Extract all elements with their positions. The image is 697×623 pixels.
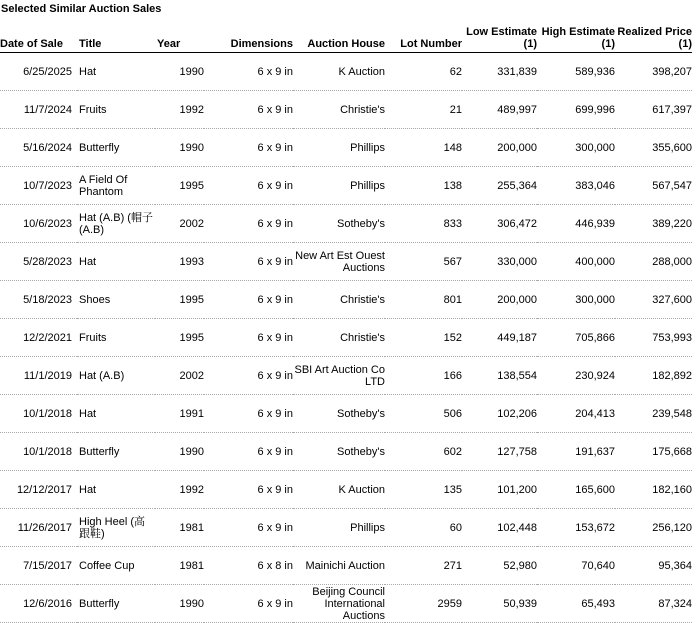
- cell-realized-price: 239,548: [615, 395, 692, 433]
- table-row: [0, 167, 692, 205]
- cell-date-of-sale: 5/16/2024: [0, 129, 77, 167]
- cell-date-of-sale: 10/6/2023: [0, 205, 77, 243]
- cell-auction-house: Mainichi Auction: [293, 547, 385, 585]
- cell-date-of-sale: 11/1/2019: [0, 357, 77, 395]
- cell-dimensions: 6 x 9 in: [204, 167, 293, 205]
- cell-lot-number: 801: [385, 281, 462, 319]
- cell-year: 1995: [155, 319, 204, 357]
- cell-year: 1990: [155, 53, 204, 91]
- cell-lot-number: 602: [385, 433, 462, 471]
- table-row: [0, 509, 692, 547]
- header-high-estimate: High Estimate (1): [537, 16, 615, 53]
- cell-low-estimate: 102,448: [462, 509, 537, 547]
- cell-title: Hat (A.B): [77, 357, 155, 395]
- cell-low-estimate: 200,000: [462, 281, 537, 319]
- header-year: Year: [155, 16, 204, 53]
- cell-title: Fruits: [77, 319, 155, 357]
- cell-auction-house: Sotheby's: [293, 395, 385, 433]
- cell-date-of-sale: 12/6/2016: [0, 585, 77, 623]
- cell-dimensions: 6 x 9 in: [204, 281, 293, 319]
- table-row: [0, 471, 692, 509]
- cell-dimensions: 6 x 9 in: [204, 53, 293, 91]
- cell-year: 1991: [155, 395, 204, 433]
- cell-dimensions: 6 x 9 in: [204, 433, 293, 471]
- cell-high-estimate: 383,046: [537, 167, 615, 205]
- cell-year: 1993: [155, 243, 204, 281]
- header-realized-price: Realized Price (1): [615, 16, 692, 53]
- cell-year: 2002: [155, 205, 204, 243]
- cell-year: 1981: [155, 547, 204, 585]
- header-row: [0, 16, 692, 53]
- cell-title: Hat: [77, 395, 155, 433]
- cell-dimensions: 6 x 9 in: [204, 395, 293, 433]
- cell-dimensions: 6 x 9 in: [204, 91, 293, 129]
- cell-auction-house: Phillips: [293, 129, 385, 167]
- cell-auction-house: SBI Art Auction Co LTD: [293, 357, 385, 395]
- cell-date-of-sale: 5/18/2023: [0, 281, 77, 319]
- cell-lot-number: 833: [385, 205, 462, 243]
- table-row: [0, 319, 692, 357]
- table-row: [0, 433, 692, 471]
- cell-title: Hat: [77, 243, 155, 281]
- cell-date-of-sale: 5/28/2023: [0, 243, 77, 281]
- table-row: [0, 395, 692, 433]
- cell-auction-house: K Auction: [293, 471, 385, 509]
- table-row: [0, 53, 692, 91]
- cell-high-estimate: 446,939: [537, 205, 615, 243]
- cell-auction-house: New Art Est Ouest Auctions: [293, 243, 385, 281]
- cell-low-estimate: 255,364: [462, 167, 537, 205]
- cell-low-estimate: 102,206: [462, 395, 537, 433]
- cell-lot-number: 60: [385, 509, 462, 547]
- cell-year: 1990: [155, 585, 204, 623]
- page-title: Selected Similar Auction Sales: [1, 3, 162, 15]
- cell-realized-price: 327,600: [615, 281, 692, 319]
- cell-title: Fruits: [77, 91, 155, 129]
- cell-year: 1981: [155, 509, 204, 547]
- cell-low-estimate: 101,200: [462, 471, 537, 509]
- cell-dimensions: 6 x 9 in: [204, 129, 293, 167]
- cell-lot-number: 166: [385, 357, 462, 395]
- cell-realized-price: 256,120: [615, 509, 692, 547]
- cell-auction-house: Christie's: [293, 91, 385, 129]
- cell-realized-price: 175,668: [615, 433, 692, 471]
- cell-auction-house: Phillips: [293, 509, 385, 547]
- cell-lot-number: 138: [385, 167, 462, 205]
- cell-date-of-sale: 6/25/2025: [0, 53, 77, 91]
- cell-lot-number: 567: [385, 243, 462, 281]
- cell-high-estimate: 230,924: [537, 357, 615, 395]
- cell-low-estimate: 330,000: [462, 243, 537, 281]
- cell-low-estimate: 52,980: [462, 547, 537, 585]
- cell-realized-price: 567,547: [615, 167, 692, 205]
- cell-low-estimate: 489,997: [462, 91, 537, 129]
- cell-low-estimate: 127,758: [462, 433, 537, 471]
- cell-auction-house: K Auction: [293, 53, 385, 91]
- cell-year: 1995: [155, 281, 204, 319]
- cell-lot-number: 148: [385, 129, 462, 167]
- cell-dimensions: 6 x 9 in: [204, 471, 293, 509]
- table-row: [0, 585, 692, 623]
- cell-high-estimate: 300,000: [537, 281, 615, 319]
- table-row: [0, 281, 692, 319]
- cell-title: Hat (A.B) (帽子 (A.B): [77, 205, 155, 243]
- cell-realized-price: 753,993: [615, 319, 692, 357]
- cell-lot-number: 152: [385, 319, 462, 357]
- cell-title: Hat: [77, 471, 155, 509]
- cell-lot-number: 2959: [385, 585, 462, 623]
- cell-title: Butterfly: [77, 585, 155, 623]
- cell-high-estimate: 70,640: [537, 547, 615, 585]
- cell-realized-price: 288,000: [615, 243, 692, 281]
- table-row: [0, 129, 692, 167]
- cell-low-estimate: 138,554: [462, 357, 537, 395]
- cell-auction-house: Christie's: [293, 281, 385, 319]
- cell-dimensions: 6 x 9 in: [204, 585, 293, 623]
- cell-title: High Heel (高跟鞋): [77, 509, 155, 547]
- cell-date-of-sale: 7/15/2017: [0, 547, 77, 585]
- cell-high-estimate: 204,413: [537, 395, 615, 433]
- cell-auction-house: Beijing Council International Auctions: [293, 585, 385, 623]
- cell-realized-price: 355,600: [615, 129, 692, 167]
- cell-date-of-sale: 11/26/2017: [0, 509, 77, 547]
- cell-lot-number: 62: [385, 53, 462, 91]
- cell-date-of-sale: 12/2/2021: [0, 319, 77, 357]
- auction-sales-table: [0, 16, 692, 623]
- cell-low-estimate: 306,472: [462, 205, 537, 243]
- cell-low-estimate: 50,939: [462, 585, 537, 623]
- cell-realized-price: 87,324: [615, 585, 692, 623]
- header-dimensions: Dimensions: [204, 16, 293, 53]
- cell-date-of-sale: 10/7/2023: [0, 167, 77, 205]
- cell-title: Coffee Cup: [77, 547, 155, 585]
- cell-year: 1990: [155, 433, 204, 471]
- cell-high-estimate: 191,637: [537, 433, 615, 471]
- cell-realized-price: 389,220: [615, 205, 692, 243]
- table-row: [0, 243, 692, 281]
- cell-year: 1990: [155, 129, 204, 167]
- cell-low-estimate: 449,187: [462, 319, 537, 357]
- cell-auction-house: Christie's: [293, 319, 385, 357]
- cell-dimensions: 6 x 8 in: [204, 547, 293, 585]
- cell-lot-number: 21: [385, 91, 462, 129]
- cell-realized-price: 182,160: [615, 471, 692, 509]
- cell-dimensions: 6 x 9 in: [204, 319, 293, 357]
- cell-high-estimate: 400,000: [537, 243, 615, 281]
- header-auction-house: Auction House: [293, 16, 385, 53]
- cell-dimensions: 6 x 9 in: [204, 357, 293, 395]
- cell-title: Shoes: [77, 281, 155, 319]
- cell-title: Butterfly: [77, 129, 155, 167]
- cell-high-estimate: 153,672: [537, 509, 615, 547]
- cell-high-estimate: 699,996: [537, 91, 615, 129]
- cell-realized-price: 95,364: [615, 547, 692, 585]
- table-row: [0, 205, 692, 243]
- cell-title: Butterfly: [77, 433, 155, 471]
- cell-lot-number: 506: [385, 395, 462, 433]
- cell-high-estimate: 705,866: [537, 319, 615, 357]
- header-low-estimate: Low Estimate (1): [462, 16, 537, 53]
- cell-auction-house: Sotheby's: [293, 205, 385, 243]
- cell-date-of-sale: 10/1/2018: [0, 433, 77, 471]
- cell-lot-number: 271: [385, 547, 462, 585]
- cell-high-estimate: 65,493: [537, 585, 615, 623]
- cell-low-estimate: 331,839: [462, 53, 537, 91]
- cell-dimensions: 6 x 9 in: [204, 509, 293, 547]
- table-row: [0, 357, 692, 395]
- cell-dimensions: 6 x 9 in: [204, 243, 293, 281]
- cell-realized-price: 398,207: [615, 53, 692, 91]
- table-row: [0, 91, 692, 129]
- header-date-of-sale: Date of Sale: [0, 16, 77, 53]
- cell-year: 2002: [155, 357, 204, 395]
- cell-year: 1992: [155, 471, 204, 509]
- cell-low-estimate: 200,000: [462, 129, 537, 167]
- cell-date-of-sale: 11/7/2024: [0, 91, 77, 129]
- header-lot-number: Lot Number: [385, 16, 462, 53]
- cell-realized-price: 617,397: [615, 91, 692, 129]
- cell-date-of-sale: 12/12/2017: [0, 471, 77, 509]
- cell-realized-price: 182,892: [615, 357, 692, 395]
- cell-auction-house: Sotheby's: [293, 433, 385, 471]
- cell-year: 1995: [155, 167, 204, 205]
- cell-high-estimate: 589,936: [537, 53, 615, 91]
- cell-lot-number: 135: [385, 471, 462, 509]
- cell-title: A Field Of Phantom: [77, 167, 155, 205]
- cell-auction-house: Phillips: [293, 167, 385, 205]
- cell-dimensions: 6 x 9 in: [204, 205, 293, 243]
- cell-title: Hat: [77, 53, 155, 91]
- cell-high-estimate: 165,600: [537, 471, 615, 509]
- cell-high-estimate: 300,000: [537, 129, 615, 167]
- table-body: [0, 53, 692, 623]
- cell-date-of-sale: 10/1/2018: [0, 395, 77, 433]
- table-row: [0, 547, 692, 585]
- header-title: Title: [77, 16, 155, 53]
- cell-year: 1992: [155, 91, 204, 129]
